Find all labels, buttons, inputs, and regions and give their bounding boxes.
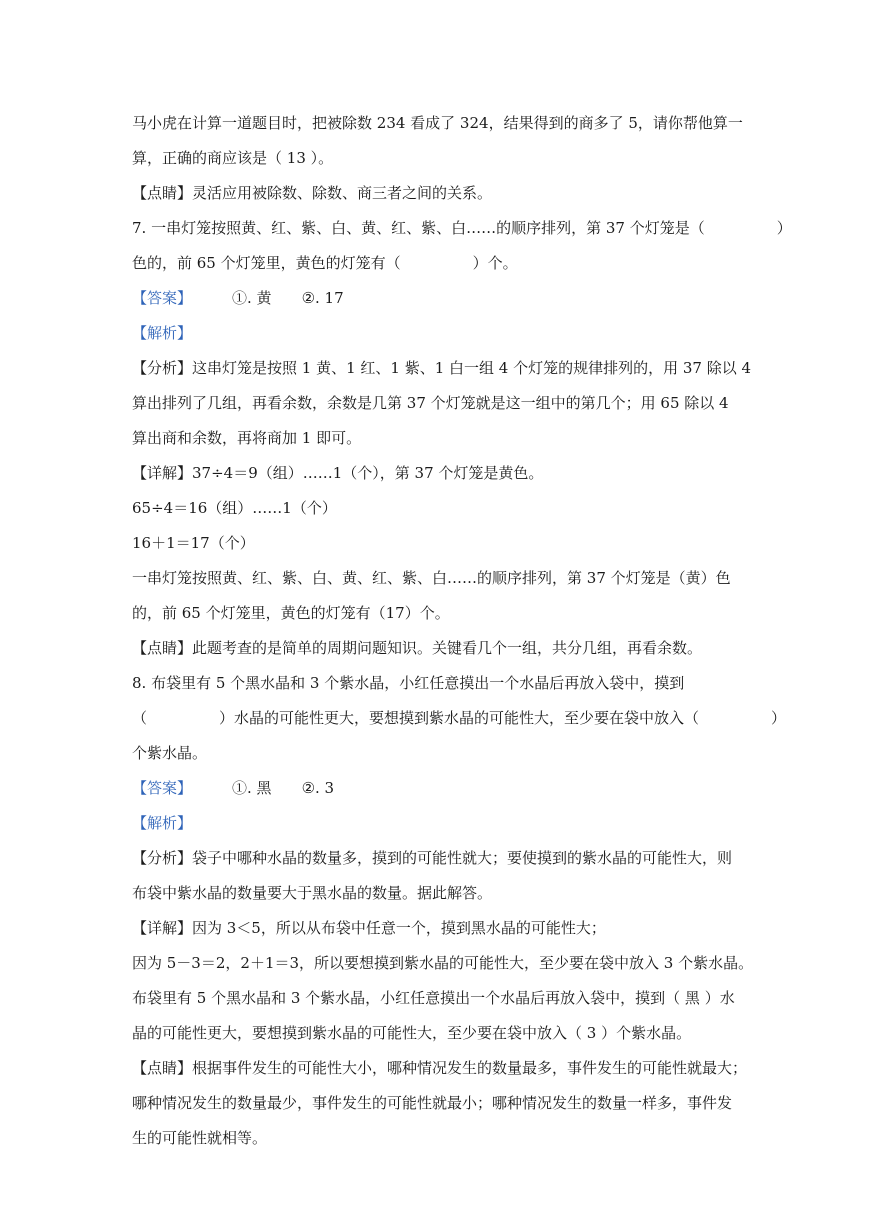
q8-detail-line: 晶的可能性更大，要想摸到紫水晶的可能性大，至少要在袋中放入（ 3 ）个紫水晶。 [132, 1024, 692, 1042]
q8-question-part: ） [771, 709, 787, 727]
q7-question-line-2 [132, 246, 740, 281]
q8-question-part: ）水晶的可能性更大，要想摸到紫水晶的可能性大，至少要在袋中放入（ [219, 709, 700, 727]
q8-detail-line: 布袋里有 5 个黑水晶和 3 个紫水晶，小红任意摸出一个水晶后再放入袋中，摸到（ 黑 ）水 [132, 989, 735, 1007]
q7-analysis-line: 【分析】这串灯笼是按照 1 黄、1 红、1 紫、1 白一组 4 个灯笼的规律排列的，用 37 除以 4 [132, 359, 752, 377]
q7-answer [132, 281, 740, 316]
q8-tip-line: 哪种情况发生的数量最少，事件发生的可能性就最小；哪种情况发生的数量一样多，事件发 [132, 1094, 733, 1112]
q7-analysis-line: 算出商和余数，再将商加 1 即可。 [132, 429, 362, 447]
q7-detail-line: 16＋1＝17（个） [132, 534, 255, 552]
q7-analysis-label: 【解析】 [132, 324, 193, 342]
q8-question-line-2 [132, 701, 787, 736]
q7-detail-line: 【详解】37÷4＝9（组）……1（个），第 37 个灯笼是黄色。 [132, 464, 544, 482]
q8-analysis-label: 【解析】 [132, 814, 193, 832]
q6-text-line-1: 马小虎在计算一道题目时，把被除数 234 看成了 324，结果得到的商多了 5，请你帮他算一 [132, 114, 743, 132]
q7-answer-2: ②. 17 [301, 289, 344, 307]
q6-tip: 【点睛】灵活应用被除数、除数、商三者之间的关系。 [132, 184, 493, 202]
q7-question-line-1 [132, 211, 792, 246]
q8-tip-line: 生的可能性就相等。 [132, 1129, 268, 1147]
q7-answer-1: ①. 黄 [232, 289, 272, 307]
q8-answer-1: ①. 黑 [232, 779, 272, 797]
q7-question-part: 7. 一串灯笼按照黄、红、紫、白、黄、红、紫、白……的顺序排列，第 37 个灯笼是（ [132, 219, 705, 237]
q6-text-line-2: 算，正确的商应该是（ 13 ）。 [132, 149, 334, 167]
q8-answer [132, 771, 740, 806]
q8-analysis-line: 布袋中紫水晶的数量要大于黑水晶的数量。据此解答。 [132, 884, 493, 902]
q7-detail-line: 的，前 65 个灯笼里，黄色的灯笼有（17）个。 [132, 604, 450, 622]
q7-question-part: 色的，前 65 个灯笼里，黄色的灯笼有（ [132, 254, 401, 272]
q7-detail-line: 65÷4＝16（组）……1（个） [132, 499, 337, 517]
q8-detail-line: 【详解】因为 3＜5，所以从布袋中任意一个，摸到黑水晶的可能性大； [132, 919, 606, 937]
q8-answer-2: ②. 3 [301, 779, 335, 797]
q7-question-part: ） [776, 219, 792, 237]
document-body [132, 106, 792, 1156]
q8-question-line-3: 个紫水晶。 [132, 744, 208, 762]
answer-label: 【答案】 [132, 289, 193, 307]
q7-analysis-line: 算出排列了几组，再看余数，余数是几第 37 个灯笼就是这一组中的第几个；用 65 除以 4 [132, 394, 729, 412]
q8-detail-line: 因为 5－3＝2，2＋1＝3，所以要想摸到紫水晶的可能性大，至少要在袋中放入 3 个紫水晶。 [132, 954, 754, 972]
q7-detail-line: 一串灯笼按照黄、红、紫、白、黄、红、紫、白……的顺序排列，第 37 个灯笼是（黄）色 [132, 569, 731, 587]
q8-question-line-1: 8. 布袋里有 5 个黑水晶和 3 个紫水晶，小红任意摸出一个水晶后再放入袋中，摸到 [132, 674, 685, 692]
q7-question-part: ）个。 [472, 254, 518, 272]
q7-tip: 【点睛】此题考查的是简单的周期问题知识。关键看几个一组，共分几组，再看余数。 [132, 639, 703, 657]
q8-tip-line: 【点睛】根据事件发生的可能性大小，哪种情况发生的数量最多，事件发生的可能性就最大； [132, 1059, 748, 1077]
answer-label: 【答案】 [132, 779, 193, 797]
q8-analysis-line: 【分析】袋子中哪种水晶的数量多，摸到的可能性就大；要使摸到的紫水晶的可能性大，则 [132, 849, 733, 867]
q8-question-part: （ [132, 709, 148, 727]
